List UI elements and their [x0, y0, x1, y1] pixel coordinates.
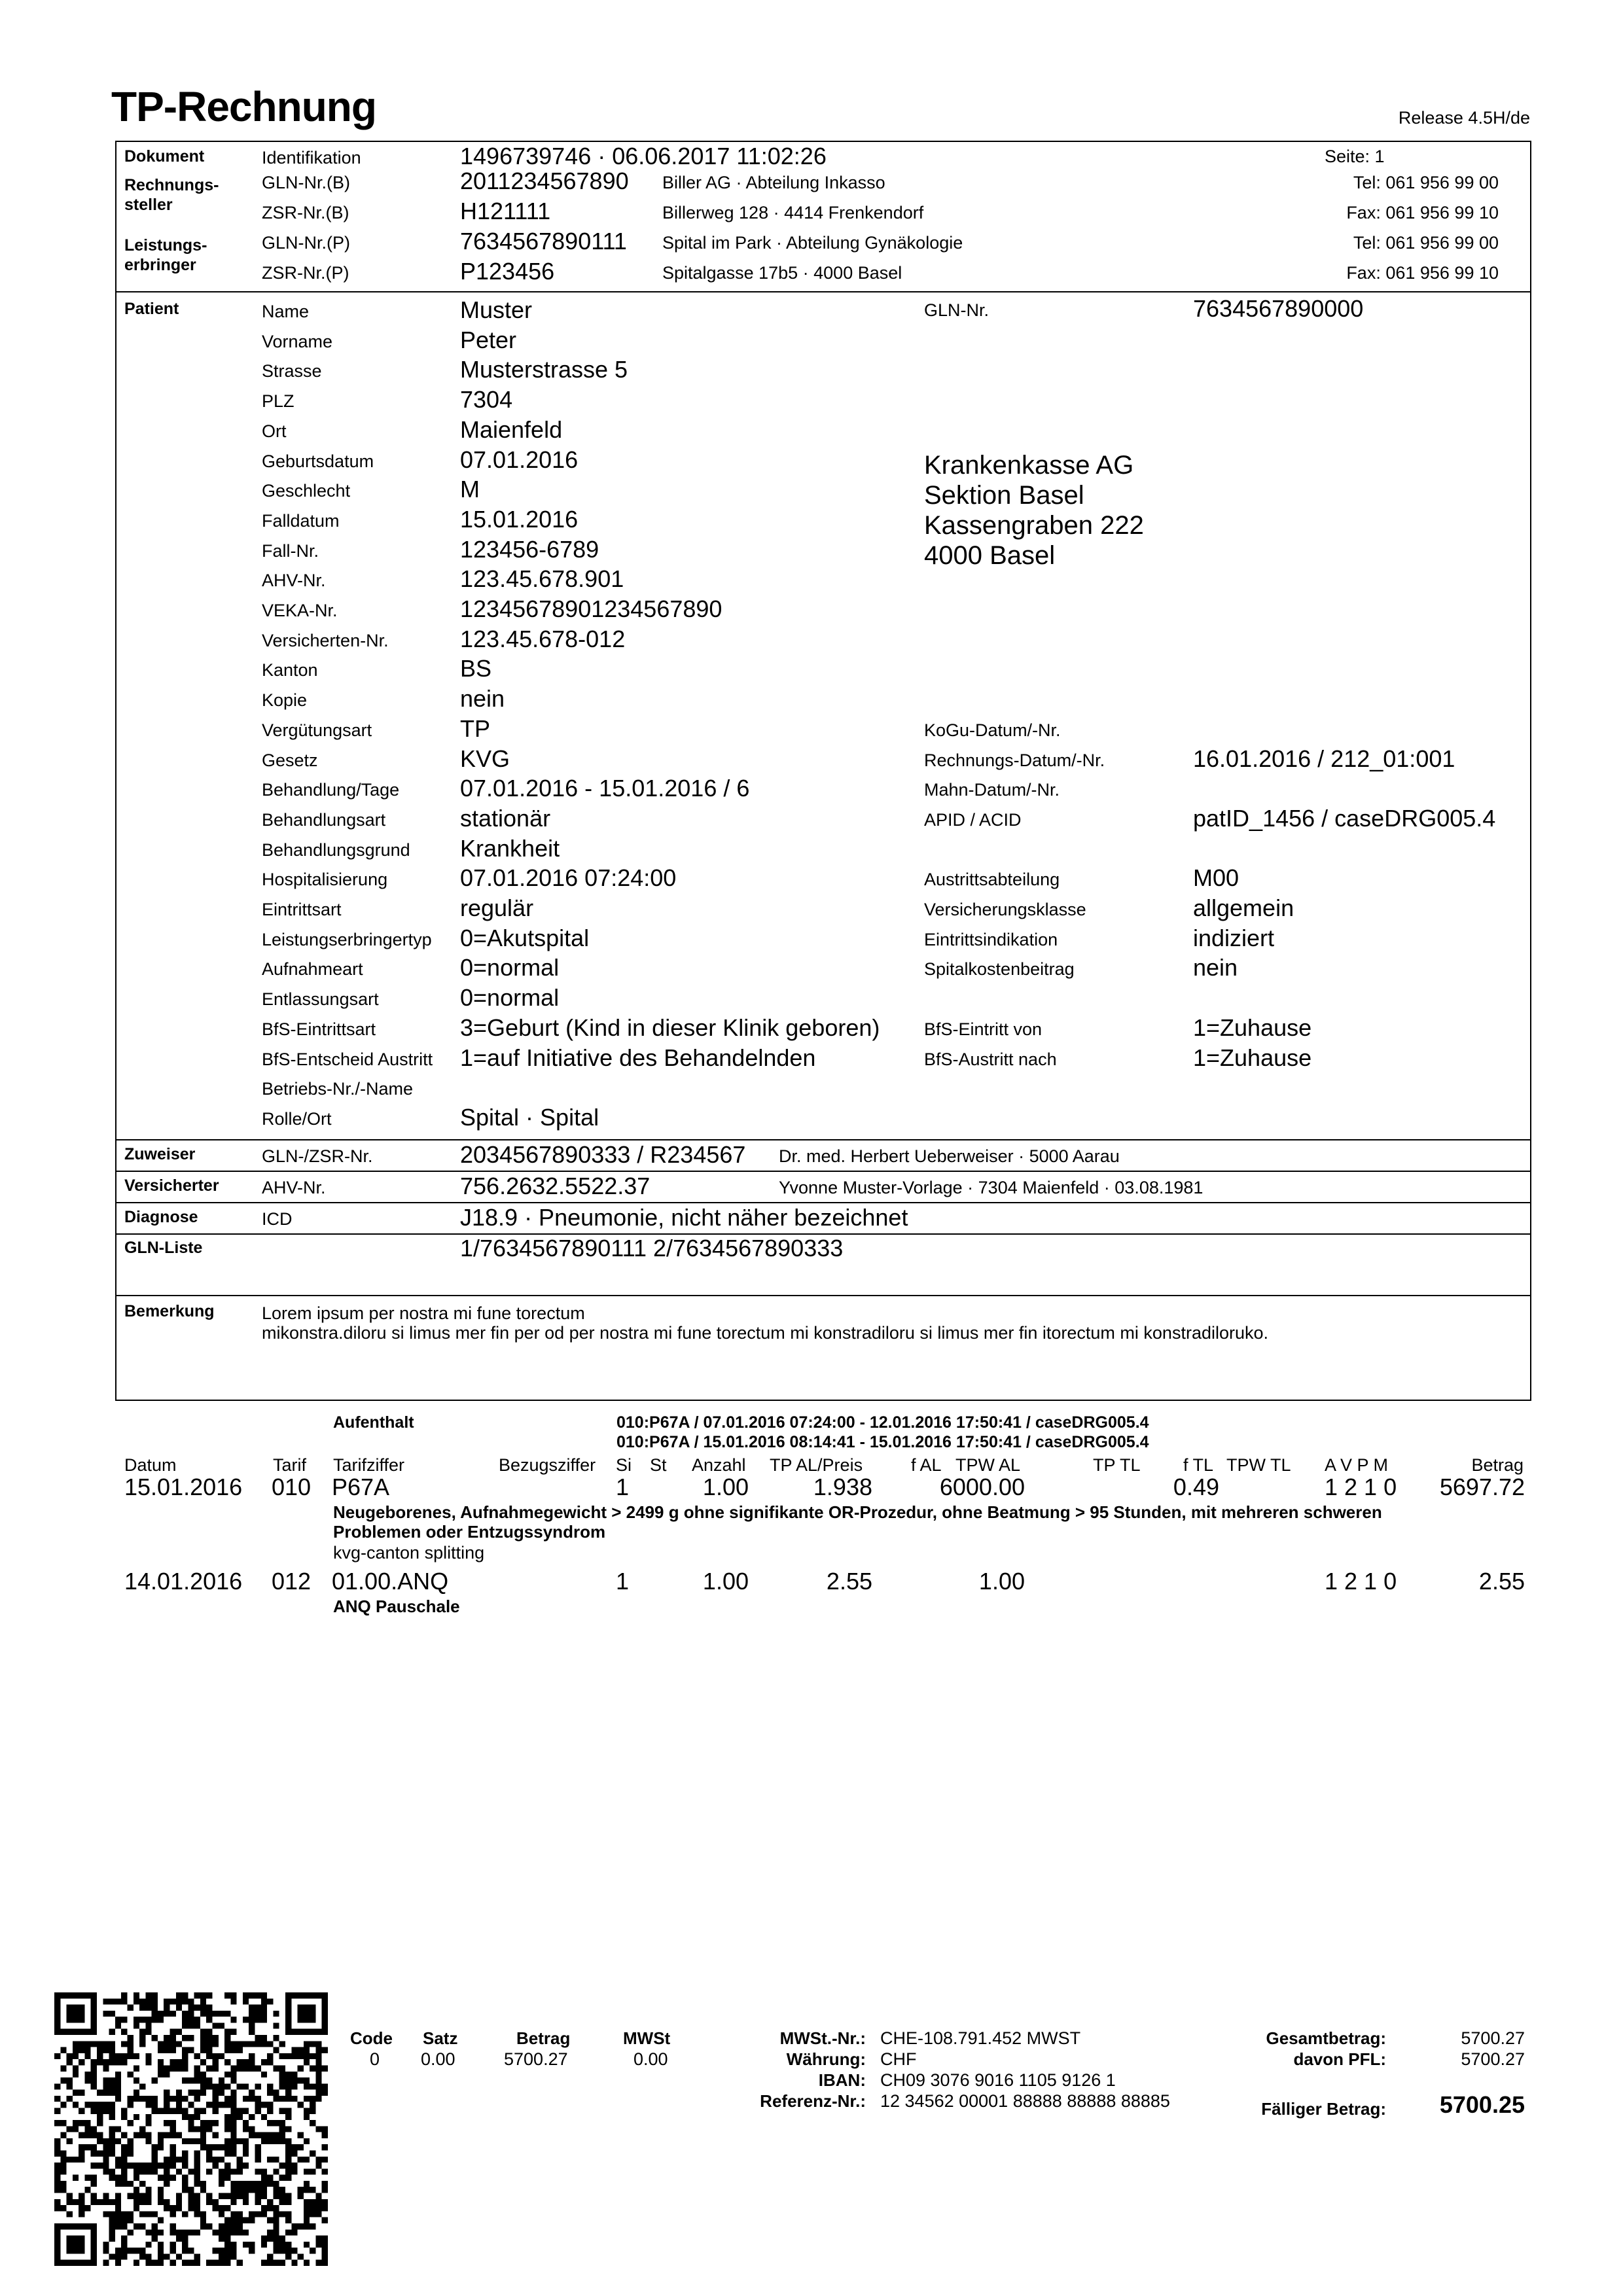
dokument-row-value: P123456	[460, 258, 555, 285]
section-bemerkung: Bemerkung	[124, 1302, 215, 1320]
patient-field-value: 123.45.678.901	[460, 565, 624, 592]
pos-anzahl: 1.00	[702, 1568, 749, 1595]
pos-tp-al: 2.55	[826, 1568, 872, 1595]
col-f-al: f AL	[911, 1455, 942, 1475]
vat-code: 0	[370, 2049, 380, 2069]
iban-value: CH09 3076 9016 1105 9126 1	[880, 2070, 1116, 2090]
patient-field-value: 1=auf Initiative des Behandelnden	[460, 1044, 816, 1071]
patient-field-value: 0=Akutspital	[460, 925, 590, 951]
faelliger-betrag-label: Fälliger Betrag:	[1261, 2099, 1386, 2119]
pos-betrag: 5697.72	[1439, 1474, 1525, 1500]
col-anzahl: Anzahl	[692, 1455, 746, 1475]
pos-description: Neugeborenes, Aufnahmegewicht > 2499 g ohne signifikante OR-Prozedur, ohne Beatmung > 95 Stunden, mit mehreren schweren	[333, 1502, 1382, 1522]
section-diagnose: Diagnose	[124, 1208, 198, 1226]
aufenthalt-line: 010:P67A / 07.01.2016 07:24:00 - 12.01.2016 17:50:41 / caseDRG005.4	[616, 1413, 1149, 1432]
insurer-address	[924, 450, 1144, 571]
pos-description: ANQ Pauschale	[333, 1597, 460, 1616]
patient-field-label: Fall-Nr.	[262, 541, 319, 561]
col-tpw-tl: TPW TL	[1226, 1455, 1291, 1475]
pos-datum: 14.01.2016	[124, 1568, 243, 1595]
versicherter-label: AHV-Nr.	[262, 1178, 326, 1197]
identifikation-value: 1496739746 · 06.06.2017 11:02:26	[460, 143, 827, 169]
col-tp-al: TP AL/Preis	[770, 1455, 863, 1475]
section-glnliste: GLN-Liste	[124, 1239, 203, 1257]
document-title: TP-Rechnung	[111, 83, 376, 130]
vat-betrag: 5700.27	[504, 2049, 568, 2069]
pos-avpm: 1 2 1 0	[1325, 1568, 1397, 1595]
pos-betrag: 2.55	[1478, 1568, 1525, 1595]
patient-field-value: Maienfeld	[460, 416, 563, 443]
gesamtbetrag-label: Gesamtbetrag:	[1266, 2028, 1386, 2048]
patient-right-value: patID_1456 / caseDRG005.4	[1193, 805, 1496, 832]
vat-header-code: Code	[350, 2028, 393, 2048]
patient-right-label: Eintrittsindikation	[924, 930, 1058, 949]
dokument-row-contact: Tel: 061 956 99 00	[1353, 233, 1499, 253]
aufenthalt-label: Aufenthalt	[333, 1413, 414, 1432]
section-leistungserbringer: Leistungs- erbringer	[124, 236, 207, 274]
patient-box	[115, 291, 1531, 1140]
patient-field-value: 0=normal	[460, 984, 560, 1011]
waehrung-value: CHF	[880, 2049, 917, 2069]
patient-right-label: APID / ACID	[924, 810, 1022, 830]
pos-avpm: 1 2 1 0	[1325, 1474, 1397, 1500]
pfl-value: 5700.27	[1461, 2049, 1525, 2069]
patient-field-value: 12345678901234567890	[460, 595, 722, 622]
patient-field-value: BS	[460, 655, 492, 682]
patient-gln-label: GLN-Nr.	[924, 300, 990, 320]
patient-field-label: Strasse	[262, 361, 322, 381]
patient-field-label: Ort	[262, 421, 287, 441]
patient-field-value: Peter	[460, 327, 517, 353]
dokument-row-contact: Tel: 061 956 99 00	[1353, 173, 1499, 192]
patient-field-value: 123.45.678-012	[460, 626, 626, 652]
col-tp-tl: TP TL	[1093, 1455, 1141, 1475]
patient-field-value: 7304	[460, 386, 513, 413]
pos-si: 1	[616, 1568, 630, 1595]
versicherter-desc: Yvonne Muster-Vorlage · 7304 Maienfeld · 03.08.1981	[779, 1178, 1204, 1197]
patient-field-value: KVG	[460, 745, 510, 772]
patient-field-label: Vorname	[262, 332, 333, 351]
patient-field-label: Geburtsdatum	[262, 451, 374, 471]
section-rechnungssteller: Rechnungs- steller	[124, 176, 219, 214]
dokument-row-contact: Fax: 061 956 99 10	[1346, 263, 1499, 283]
patient-field-value: M	[460, 476, 480, 503]
patient-field-value: Muster	[460, 296, 533, 323]
pos-si: 1	[616, 1474, 630, 1500]
pos-tpw-al: 6000.00	[939, 1474, 1025, 1500]
patient-right-label: Austrittsabteilung	[924, 870, 1060, 889]
patient-right-value: M00	[1193, 864, 1240, 891]
patient-field-label: Rolle/Ort	[262, 1109, 332, 1129]
pos-description: Problemen oder Entzugssyndrom	[333, 1522, 606, 1542]
dokument-row-desc: Biller AG · Abteilung Inkasso	[662, 173, 885, 192]
patient-field-label: Geschlecht	[262, 481, 351, 501]
referenz-label: Referenz-Nr.:	[760, 2091, 866, 2111]
zuweiser-label: GLN-/ZSR-Nr.	[262, 1146, 373, 1166]
pos-tarif: 010	[272, 1474, 312, 1500]
patient-field-label: BfS-Eintrittsart	[262, 1019, 376, 1039]
aufenthalt-line: 010:P67A / 15.01.2016 08:14:41 - 15.01.2016 17:50:41 / caseDRG005.4	[616, 1433, 1149, 1451]
vat-header-betrag: Betrag	[516, 2028, 571, 2048]
dokument-row-desc: Spital im Park · Abteilung Gynäkologie	[662, 233, 963, 253]
patient-field-label: Betriebs-Nr./-Name	[262, 1079, 414, 1099]
col-tarif: Tarif	[273, 1455, 307, 1475]
patient-field-label: Eintrittsart	[262, 900, 342, 919]
dokument-row-desc: Spitalgasse 17b5 · 4000 Basel	[662, 263, 902, 283]
patient-field-label: Kanton	[262, 660, 318, 680]
dokument-row-label: ZSR-Nr.(P)	[262, 263, 349, 283]
dokument-row-label: GLN-Nr.(B)	[262, 173, 350, 192]
patient-field-value: stationär	[460, 805, 551, 832]
patient-right-value: 1=Zuhause	[1193, 1044, 1312, 1071]
patient-right-value: 1=Zuhause	[1193, 1014, 1312, 1041]
zuweiser-desc: Dr. med. Herbert Ueberweiser · 5000 Aarau	[779, 1146, 1120, 1166]
pos-anzahl: 1.00	[702, 1474, 749, 1500]
diagnose-label: ICD	[262, 1209, 293, 1229]
patient-field-label: Hospitalisierung	[262, 870, 388, 889]
section-versicherter: Versicherter	[124, 1176, 219, 1195]
patient-field-value: nein	[460, 685, 505, 712]
vat-mwst: 0.00	[633, 2049, 668, 2069]
patient-field-value: 3=Geburt (Kind in dieser Klinik geboren)	[460, 1014, 880, 1041]
patient-field-label: VEKA-Nr.	[262, 601, 338, 620]
patient-right-label: Versicherungsklasse	[924, 900, 1086, 919]
patient-field-value: 07.01.2016	[460, 446, 579, 473]
pos-tp-al: 1.938	[813, 1474, 872, 1500]
patient-field-label: PLZ	[262, 391, 294, 411]
patient-field-label: Falldatum	[262, 511, 340, 531]
patient-field-value: regulär	[460, 894, 534, 921]
col-tarifziffer: Tarifziffer	[333, 1455, 405, 1475]
patient-field-label: Aufnahmeart	[262, 959, 363, 979]
dokument-row-label: GLN-Nr.(P)	[262, 233, 350, 253]
col-bezugsziffer: Bezugsziffer	[499, 1455, 596, 1475]
release-label: Release 4.5H/de	[1398, 108, 1530, 128]
bemerkung-line: Lorem ipsum per nostra mi fune torectum	[262, 1303, 585, 1323]
versicherter-value: 756.2632.5522.37	[460, 1173, 651, 1199]
patient-field-label: Kopie	[262, 690, 308, 710]
col-betrag: Betrag	[1471, 1455, 1524, 1475]
patient-field-label: Leistungserbringertyp	[262, 930, 432, 949]
vat-header-satz: Satz	[423, 2028, 458, 2048]
iban-label: IBAN:	[818, 2070, 866, 2090]
vat-header-mwst: MWSt	[623, 2028, 671, 2048]
patient-field-label: Name	[262, 302, 310, 321]
patient-field-value: 07.01.2016 07:24:00	[460, 864, 677, 891]
patient-right-label: Spitalkostenbeitrag	[924, 959, 1075, 979]
patient-field-label: Vergütungsart	[262, 720, 372, 740]
address-line: Sektion Basel	[924, 481, 1084, 510]
patient-right-value: indiziert	[1193, 925, 1275, 951]
patient-field-value: TP	[460, 715, 491, 742]
pos-tarifziffer: 01.00.ANQ	[332, 1568, 449, 1595]
pfl-label: davon PFL:	[1293, 2049, 1386, 2069]
patient-field-label: Versicherten-Nr.	[262, 631, 389, 650]
patient-field-label: Behandlungsgrund	[262, 840, 410, 860]
pos-f-tl: 0.49	[1173, 1474, 1219, 1500]
identifikation-label: Identifikation	[262, 148, 361, 168]
dokument-row-value: 7634567890111	[460, 228, 627, 255]
patient-field-label: Behandlungsart	[262, 810, 386, 830]
col-datum: Datum	[124, 1455, 177, 1475]
col-avpm: A V P M	[1325, 1455, 1389, 1475]
patient-field-value: Spital · Spital	[460, 1104, 599, 1131]
zuweiser-value: 2034567890333 / R234567	[460, 1141, 746, 1168]
patient-right-label: Mahn-Datum/-Nr.	[924, 780, 1060, 800]
mwst-nr-value: CHE-108.791.452 MWST	[880, 2028, 1081, 2048]
diagnose-value: J18.9 · Pneumonie, nicht näher bezeichnet	[460, 1204, 908, 1231]
patient-field-value: 123456-6789	[460, 536, 599, 563]
patient-field-value: Krankheit	[460, 835, 560, 862]
section-zuweiser: Zuweiser	[124, 1145, 196, 1163]
gesamtbetrag-value: 5700.27	[1461, 2028, 1525, 2048]
section-patient: Patient	[124, 300, 179, 318]
pos-tpw-al: 1.00	[978, 1568, 1025, 1595]
address-line: Krankenkasse AG	[924, 451, 1134, 480]
patient-field-label: Gesetz	[262, 751, 318, 770]
address-line: Kassengraben 222	[924, 511, 1144, 540]
patient-field-value: 0=normal	[460, 954, 560, 981]
qr-code-image	[54, 1992, 328, 2266]
patient-right-value: allgemein	[1193, 894, 1294, 921]
patient-field-label: Entlassungsart	[262, 989, 379, 1009]
patient-right-label: BfS-Eintritt von	[924, 1019, 1043, 1039]
patient-gln-value: 7634567890000	[1193, 295, 1364, 322]
vat-satz: 0.00	[421, 2049, 455, 2069]
pos-tarifziffer: P67A	[332, 1474, 390, 1500]
patient-right-label: KoGu-Datum/-Nr.	[924, 720, 1061, 740]
patient-field-label: BfS-Entscheid Austritt	[262, 1050, 433, 1069]
patient-right-label: BfS-Austritt nach	[924, 1050, 1057, 1069]
patient-right-label: Rechnungs-Datum/-Nr.	[924, 751, 1105, 770]
address-line: 4000 Basel	[924, 541, 1056, 570]
patient-field-label: AHV-Nr.	[262, 571, 326, 590]
patient-field-value: 07.01.2016 - 15.01.2016 / 6	[460, 775, 750, 802]
section-dokument: Dokument	[124, 147, 205, 166]
referenz-value: 12 34562 00001 88888 88888 88885	[880, 2091, 1170, 2111]
patient-right-value: 16.01.2016 / 212_01:001	[1193, 745, 1455, 772]
glnliste-value: 1/7634567890111 2/7634567890333	[460, 1235, 844, 1262]
dokument-row-value: 2011234567890	[460, 168, 629, 194]
col-si: Si	[616, 1455, 632, 1475]
page-number: Seite: 1	[1325, 147, 1385, 166]
dokument-row-value: H121111	[460, 198, 551, 224]
dokument-row-desc: Billerweg 128 · 4414 Frenkendorf	[662, 203, 924, 222]
col-st: St	[650, 1455, 667, 1475]
patient-field-label: Behandlung/Tage	[262, 780, 400, 800]
pos-tarif: 012	[272, 1568, 312, 1595]
mwst-nr-label: MWSt.-Nr.:	[779, 2028, 866, 2048]
faelliger-betrag-value: 5700.25	[1439, 2091, 1525, 2118]
patient-field-value: 15.01.2016	[460, 506, 579, 533]
bemerkung-line: mikonstra.diloru si limus mer fin per od per nostra mi fune torectum mi konstradiloru si limus mer fin itorectum mi konstradiloruko.	[262, 1323, 1269, 1343]
dokument-row-contact: Fax: 061 956 99 10	[1346, 203, 1499, 222]
pos-datum: 15.01.2016	[124, 1474, 243, 1500]
col-f-tl: f TL	[1183, 1455, 1214, 1475]
waehrung-label: Währung:	[786, 2049, 866, 2069]
dokument-row-label: ZSR-Nr.(B)	[262, 203, 349, 222]
pos-note: kvg-canton splitting	[333, 1543, 485, 1563]
patient-field-value: Musterstrasse 5	[460, 356, 628, 383]
col-tpw-al: TPW AL	[955, 1455, 1021, 1475]
patient-right-value: nein	[1193, 954, 1238, 981]
